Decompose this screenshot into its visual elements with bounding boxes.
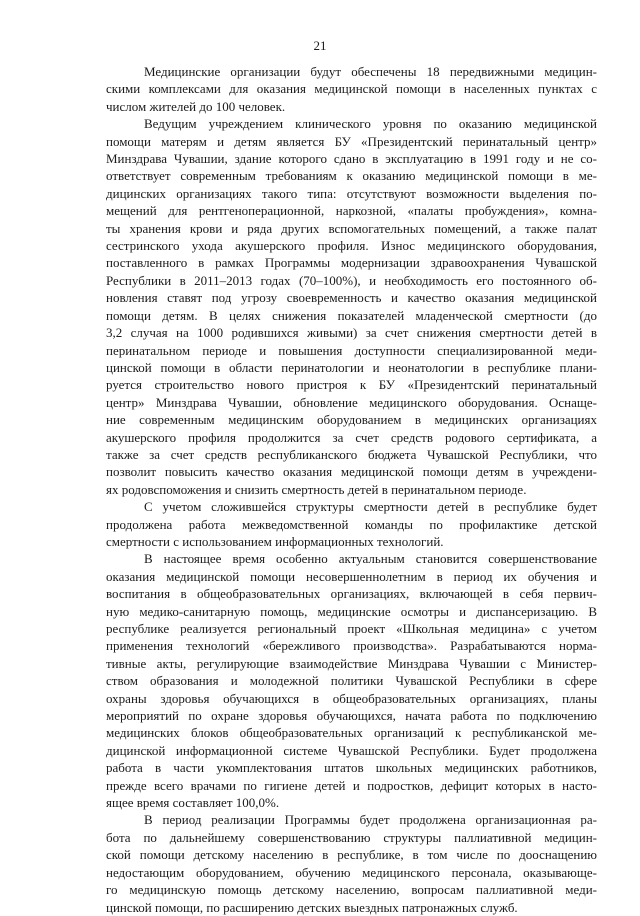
text-line: медицинских блоков общеобразовательных организаций к республиканской ме- <box>106 725 597 741</box>
text-line: новления ставят под угрозу своевременность и качество оказания медицинской <box>106 290 597 306</box>
text-line: республике реализуется региональный проект «Школьная медицина» с учетом <box>106 621 597 636</box>
paragraph <box>106 115 597 498</box>
text-line: В период реализации Программы будет продолжена организационная ра- <box>144 812 597 828</box>
text-line: тивные акты, регулирующие взаимодействие Минздрава Чувашии с Министер- <box>106 655 597 671</box>
text-line: В настоящее время особенно актуальным становится совершенствование <box>144 551 597 567</box>
text-line: числом жителей до 100 человек. <box>106 98 286 114</box>
text-line: дицинских организациях такого типа: отсутствуют возможности выделения по- <box>106 185 597 201</box>
text-line: ством образования и молодежной политики Чувашской Республики в сфере <box>106 673 597 689</box>
text-line: скими комплексами для оказания медицинской помощи в населенных пунктах с <box>106 81 597 97</box>
text-line: руется строительство нового пристроя к БУ «Президентский перинатальный <box>106 377 597 393</box>
text-line: прежде всего врачами по гигиене детей и подростков, дефицит которых в насто- <box>106 777 597 793</box>
text-line: Республики в 2011–2013 годах (70–100%), и необходимость его постоянного об- <box>106 272 597 288</box>
text-line: дицинской информационной системе Чувашской Республики. Будет продолжена <box>106 742 597 758</box>
text-line: ответствует современным требованиям к оказанию медицинской помощи в ме- <box>106 168 597 184</box>
paragraph <box>106 498 597 550</box>
text-line: мещений для рентгеноперационной, наркозной, «палаты пробуждения», комна- <box>106 203 597 219</box>
text-line: перинатальном периоде и повышения доступности специализированной меди- <box>106 342 597 358</box>
text-line: ской помощи детскому населению в республике, в том числе по дооснащению <box>106 847 597 863</box>
body-text <box>106 63 597 916</box>
text-line: цинской помощи, по расширению детских выездных патронажных служб. <box>106 899 518 915</box>
text-line: сестринского ухода акушерского профиля. Износ медицинского оборудования, <box>106 238 597 254</box>
text-line: поставленного в рамках Программы модернизации здравоохранения Чувашской <box>106 255 597 271</box>
text-line: применения технологий «бережливого производства». Разрабатываются норма- <box>106 638 597 654</box>
text-line: помощи детям. В целях снижения показателей младенческой смертности (до <box>106 307 597 323</box>
text-line: помощи матерям и детям является БУ «Президентский перинатальный центр» <box>106 133 597 149</box>
text-line: продолжена работа межведомственной команды по профилактике детской <box>106 516 597 532</box>
text-line: ях родовспоможения и снизить смертность детей в перинатальном периоде. <box>106 481 527 497</box>
text-line: бота по дальнейшему совершенствованию структуры паллиативной медицин- <box>106 829 597 845</box>
text-line: Ведущим учреждением клинического уровня по оказанию медицинской <box>144 116 597 132</box>
paragraph <box>106 811 597 915</box>
text-line: ную медико-санитарную помощь, медицинские осмотры и диспансеризацию. В <box>106 603 597 619</box>
text-line: недостающим оборудованием, обучению медицинского персонала, оказывающе- <box>106 864 597 880</box>
text-line: акушерского профиля продолжится за счет средств родового сертификата, а <box>106 429 597 445</box>
text-line: ты хранения крови и ряда других вспомогательных помещений, а также палат <box>106 220 597 236</box>
text-line: ящее время составляет 100,0%. <box>106 795 280 811</box>
text-line: воспитания в общеобразовательных организациях, включающей в себя первич- <box>106 586 597 602</box>
text-line: также за счет средств республиканского бюджета Чувашской Республики, что <box>106 446 597 462</box>
text-line: смертности с использованием информационных технологий. <box>106 533 444 549</box>
text-line: 3,2 случая на 1000 родившихся живыми) за счет снижения смертности детей в <box>106 325 597 341</box>
text-line: го медицинскую помощь детскому населению, вопросам паллиативной меди- <box>106 882 597 898</box>
text-line: Минздрава Чувашии, здание которого сдано в эксплуатацию в 1991 году и не со- <box>106 151 597 167</box>
text-line: оказания медицинской помощи несовершеннолетним в период их обучения и <box>106 568 597 584</box>
text-line: С учетом сложившейся структуры смертности детей в республике будет <box>144 499 597 515</box>
paragraph <box>106 63 597 115</box>
text-line: Медицинские организации будут обеспечены 18 передвижными медицин- <box>144 64 597 79</box>
paragraph <box>106 550 597 811</box>
text-line: позволит повысить качество оказания медицинской помощи детям в учреждени- <box>106 464 597 480</box>
text-line: мероприятий по охране здоровья обучающихся, начата работа по подключению <box>106 708 597 724</box>
page-number: 21 <box>313 38 327 53</box>
text-line: центр» Минздрава Чувашии, обновление медицинского оборудования. Оснаще- <box>106 394 597 410</box>
text-line: работа в части укомплектования штатов школьных медицинских работников, <box>106 760 597 776</box>
text-line: цинской помощи в области перинатологии и неонатологии в республике плани- <box>106 359 597 375</box>
text-line: ние современным медицинским оборудованием в медицинских организациях <box>106 412 597 428</box>
text-line: охраны здоровья обучающихся в общеобразовательных организациях, планы <box>106 690 597 706</box>
